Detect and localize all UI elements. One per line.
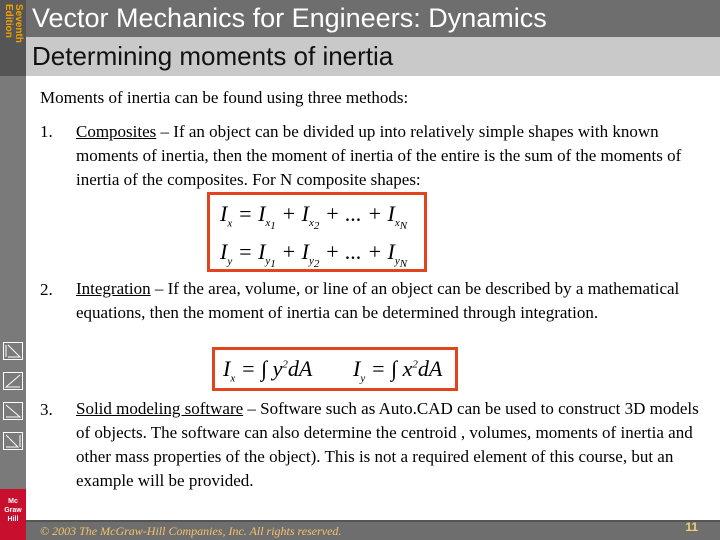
item-1-text [76,120,706,192]
composite-equations-box [207,192,427,272]
mcgraw-hill-logo [0,489,26,540]
previous-slide-icon[interactable] [3,372,23,390]
item-3-number: 3. [40,400,53,419]
left-nav-strip [0,76,26,540]
intro-text: Moments of inertia can be found using three methods: [40,88,409,107]
next-slide-icon[interactable] [3,402,23,420]
logo-text: Mc Graw Hill [4,498,22,523]
item-1-number: 1. [40,122,53,141]
item-3-body: – Software such as Auto.CAD can be used to construct 3D models of objects. The software can also determine the centroid , volumes, moments of inertia and other mass properties of the object). This is not a required element of this course, but an example will be provided. [76,399,699,490]
composite-y-equation: $I_y = I_{y_1} + I_{y_2}$ + ... + $I_{y_N}$ [220,239,408,271]
slide-subtitle: Determining moments of inertia [32,41,394,71]
item-2-term: Integration [76,279,151,298]
edition-strip [0,0,26,76]
item-3-term: Solid modeling software [76,399,244,418]
page-number: 11 [685,520,698,534]
item-2-text [76,277,706,325]
integral-x-equation: $I_x$ = ∫ $y^2dA$ [223,356,313,385]
integral-y-equation: $I_y$ = ∫ $x^2dA$ [353,356,443,385]
item-1-body: – If an object can be divided up into relatively simple shapes with known moments of inertia, then the moment of inertia of the entire is the sum of the moments of inertia of the composites. For N composite shapes: [76,122,682,189]
first-slide-icon[interactable] [3,342,23,360]
integral-equations-box [212,347,458,391]
item-3-text [76,397,706,493]
slide-title: Vector Mechanics for Engineers: Dynamics [32,3,547,33]
item-1-term: Composites [76,122,157,141]
copyright-text: © 2003 The McGraw-Hill Companies, Inc. All rights reserved. [40,524,342,538]
edition-label: Seventh Edition [3,4,24,43]
last-slide-icon[interactable] [3,432,23,450]
item-2-body: – If the area, volume, or line of an object can be described by a mathematical equations, then the moment of inertia can be determined through integration. [76,279,680,322]
item-2-number: 2. [40,280,53,299]
composite-x-equation: $I_x = I_{x_1} + I_{x_2}$ + ... + $I_{x_N}$ [220,201,408,233]
